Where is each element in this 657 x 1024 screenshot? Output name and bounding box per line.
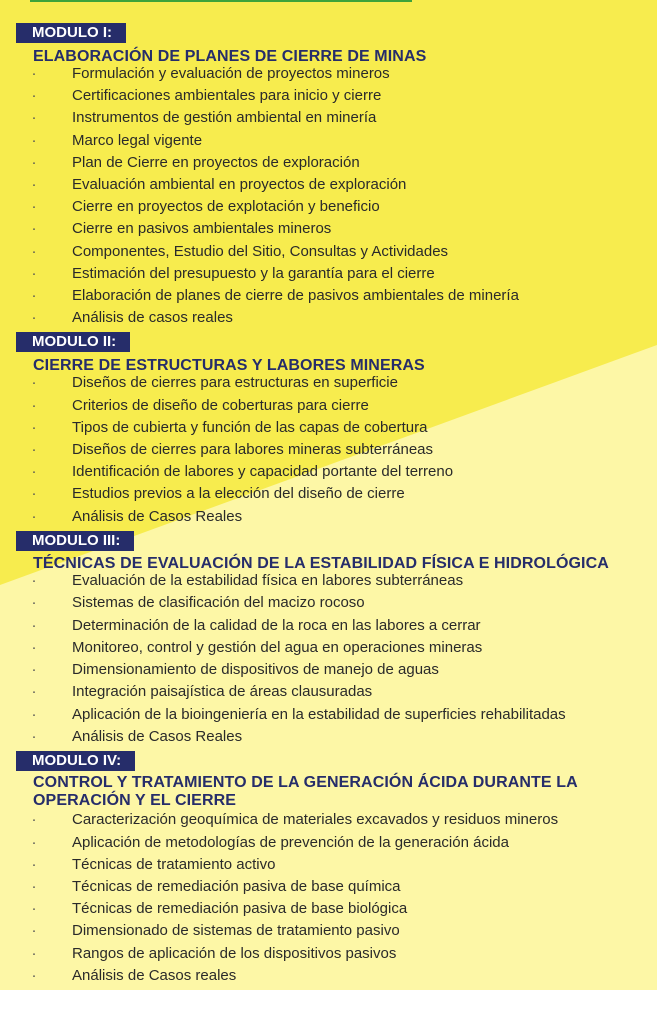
list-item: · Técnicas de remediación pasiva de base biológica <box>0 898 657 920</box>
list-item: · Dimensionamiento de dispositivos de manejo de aguas <box>0 659 657 681</box>
bullet: · <box>31 834 37 851</box>
list-item: · Evaluación de la estabilidad física en labores subterráneas <box>0 570 657 592</box>
bullet: · <box>31 508 37 525</box>
list-item: · Caracterización geoquímica de materiales excavados y residuos mineros <box>0 809 657 831</box>
list-item: · Plan de Cierre en proyectos de exploración <box>0 152 657 174</box>
bullet: · <box>31 617 37 634</box>
list-item: · Técnicas de remediación pasiva de base química <box>0 876 657 898</box>
list-item: · Instrumentos de gestión ambiental en minería <box>0 107 657 129</box>
module-4-badge: MODULO IV: <box>16 751 135 771</box>
bullet: · <box>31 243 37 260</box>
bullet: · <box>31 109 37 126</box>
bullet: · <box>31 945 37 962</box>
list-item: · Análisis de casos reales <box>0 307 657 329</box>
list-item: · Sistemas de clasificación del macizo rocoso <box>0 592 657 614</box>
bullet: · <box>31 309 37 326</box>
list-item: · Estimación del presupuesto y la garantía para el cierre <box>0 263 657 285</box>
bullet: · <box>31 922 37 939</box>
bullet: · <box>31 176 37 193</box>
module-1-title: ELABORACIÓN DE PLANES DE CIERRE DE MINAS <box>33 48 427 65</box>
module-2-badge: MODULO II: <box>16 332 130 352</box>
bullet: · <box>31 397 37 414</box>
bullet: · <box>31 878 37 895</box>
list-item: · Determinación de la calidad de la roca en las labores a cerrar <box>0 615 657 637</box>
module-3-title: TÉCNICAS DE EVALUACIÓN DE LA ESTABILIDAD FÍSICA E HIDROLÓGICA <box>33 555 609 572</box>
bullet: · <box>31 811 37 828</box>
bullet: · <box>31 65 37 82</box>
bullet: · <box>31 485 37 502</box>
list-item: · Técnicas de tratamiento activo <box>0 854 657 876</box>
bullet: · <box>31 441 37 458</box>
bullet: · <box>31 265 37 282</box>
list-item: · Análisis de Casos Reales <box>0 726 657 748</box>
bullet: · <box>31 856 37 873</box>
list-item: · Formulación y evaluación de proyectos mineros <box>0 63 657 85</box>
list-item: · Diseños de cierres para estructuras en superficie <box>0 372 657 394</box>
list-item: · Criterios de diseño de coberturas para cierre <box>0 395 657 417</box>
list-item: · Análisis de Casos reales <box>0 965 657 987</box>
bullet: · <box>31 967 37 984</box>
list-item: · Evaluación ambiental en proyectos de exploración <box>0 174 657 196</box>
list-item: · Marco legal vigente <box>0 130 657 152</box>
module-2-title: CIERRE DE ESTRUCTURAS Y LABORES MINERAS <box>33 357 425 374</box>
bullet: · <box>31 198 37 215</box>
list-item: · Elaboración de planes de cierre de pasivos ambientales de minería <box>0 285 657 307</box>
list-item: · Estudios previos a la elección del diseño de cierre <box>0 483 657 505</box>
bullet: · <box>31 572 37 589</box>
bullet: · <box>31 900 37 917</box>
bullet: · <box>31 132 37 149</box>
bullet: · <box>31 594 37 611</box>
list-item: · Tipos de cubierta y función de las capas de cobertura <box>0 417 657 439</box>
list-item: · Diseños de cierres para labores mineras subterráneas <box>0 439 657 461</box>
list-item: · Dimensionado de sistemas de tratamiento pasivo <box>0 920 657 942</box>
bullet: · <box>31 706 37 723</box>
list-item: · Certificaciones ambientales para inicio y cierre <box>0 85 657 107</box>
list-item: · Aplicación de metodologías de prevención de la generación ácida <box>0 832 657 854</box>
list-item: · Monitoreo, control y gestión del agua en operaciones mineras <box>0 637 657 659</box>
module-1-badge: MODULO I: <box>16 23 126 43</box>
module-4-title-line2: OPERACIÓN Y EL CIERRE <box>33 792 237 809</box>
bullet: · <box>31 154 37 171</box>
bullet: · <box>31 661 37 678</box>
bullet: · <box>31 87 37 104</box>
module-3-badge: MODULO III: <box>16 531 134 551</box>
list-item: · Aplicación de la bioingeniería en la estabilidad de superficies rehabilitadas <box>0 704 657 726</box>
list-item: · Identificación de labores y capacidad portante del terreno <box>0 461 657 483</box>
bullet: · <box>31 463 37 480</box>
list-item: · Componentes, Estudio del Sitio, Consultas y Actividades <box>0 241 657 263</box>
list-item: · Cierre en proyectos de explotación y beneficio <box>0 196 657 218</box>
bullet: · <box>31 683 37 700</box>
list-item: · Integración paisajística de áreas clausuradas <box>0 681 657 703</box>
bullet: · <box>31 374 37 391</box>
bullet: · <box>31 639 37 656</box>
list-item: · Cierre en pasivos ambientales mineros <box>0 218 657 240</box>
list-item: · Análisis de Casos Reales <box>0 506 657 528</box>
module-4-title: CONTROL Y TRATAMIENTO DE LA GENERACIÓN ÁCIDA DURANTE LA <box>33 774 578 791</box>
bullet: · <box>31 287 37 304</box>
bullet: · <box>31 220 37 237</box>
bullet: · <box>31 728 37 745</box>
bullet: · <box>31 419 37 436</box>
list-item: · Rangos de aplicación de los dispositivos pasivos <box>0 943 657 965</box>
